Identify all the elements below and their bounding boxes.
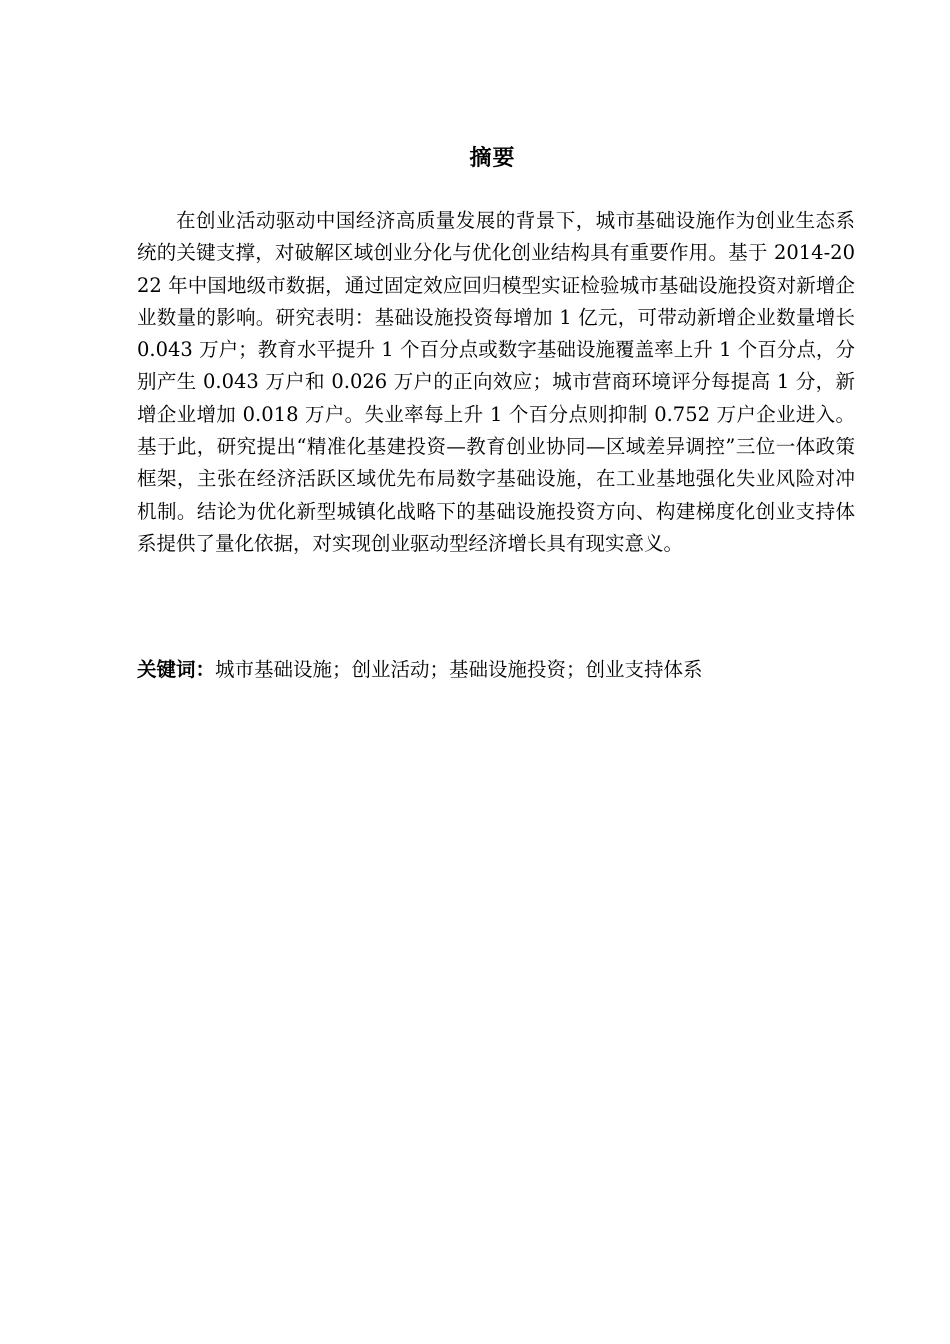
- keywords-line: [137, 655, 855, 685]
- page-title: 摘要: [469, 146, 516, 171]
- abstract-paragraph: 在创业活动驱动中国经济高质量发展的背景下，城市基础设施作为创业生态系统的关键支撑，对破解区域创业分化与优化创业结构具有重要作用。基于 2014-2022 年中国地级市数据，通过固定效应回归模型实证检验城市基础设施投资对新增企业数量的影响。研究表明：基础设施投资每增加 1 亿元，可带动新增企业数量增长 0.043 万户；教育水平提升 1 个百分点或数字基础设施覆盖率上升 1 个百分点，分别产生 0.043 万户和 0.026 万户的正向效应；城市营商环境评分每提高 1 分，新增企业增加 0.018 万户。失业率每上升 1 个百分点则抑制 0.752 万户企业进入。基于此，研究提出“精准化基建投资—教育创业协同—区域差异调控”三位一体政策框架，主张在经济活跃区域优先布局数字基础设施，在工业基地强化失业风险对冲机制。结论为优化新型城镇化战略下的基础设施投资方向、构建梯度化创业支持体系提供了量化依据，对实现创业驱动型经济增长具有现实意义。: [137, 209, 855, 555]
- keywords-label: 关键词：: [137, 658, 216, 681]
- keywords-text: 城市基础设施；创业活动；基础设施投资；创业支持体系: [215, 658, 703, 681]
